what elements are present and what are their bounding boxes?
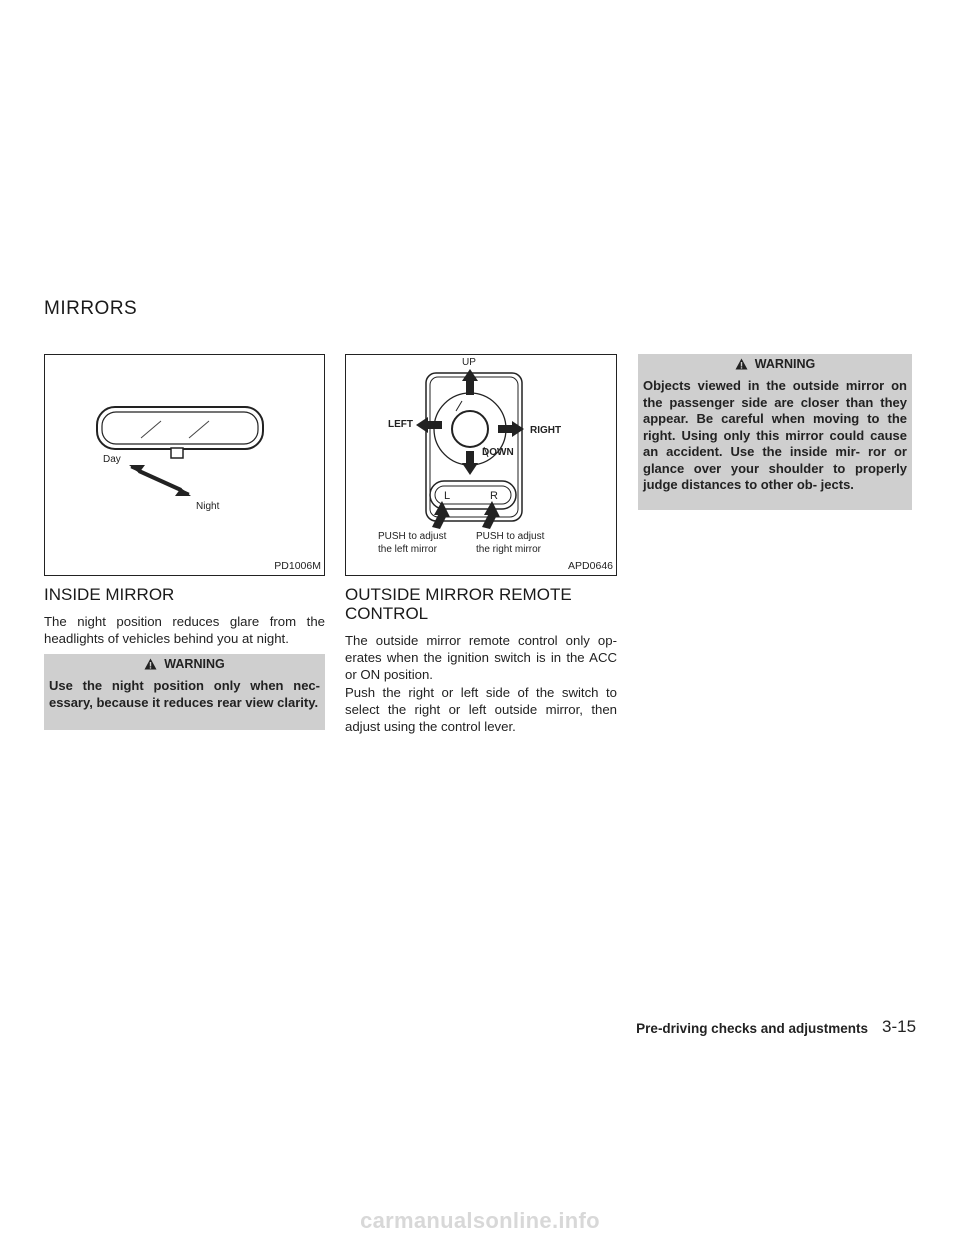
outside-mirror-paragraph2: Push the right or left side of the switch to select the right or left outside mirror, then adjust using the control lever. — [345, 685, 617, 734]
label-up: UP — [462, 357, 476, 368]
figure-code: PD1006M — [274, 560, 321, 572]
warning-triangle-icon — [144, 658, 157, 670]
warning-title: WARNING — [164, 657, 225, 671]
heading-line1: OUTSIDE MIRROR REMOTE — [345, 585, 572, 604]
push-left-line2: the left mirror — [378, 544, 437, 555]
label-day: Day — [103, 454, 121, 465]
label-l: L — [444, 490, 451, 502]
label-down: DOWN — [482, 447, 514, 458]
push-right-line1: PUSH to adjust — [476, 531, 545, 542]
label-r: R — [490, 490, 498, 502]
push-left-line1: PUSH to adjust — [378, 531, 447, 542]
outside-mirror-paragraph1: The outside mirror remote control only op- erates when the ignition switch is in the ACC or ON position. — [345, 633, 617, 682]
warning-text: Use the night position only when nec- essary, because it reduces rear view clarity. — [49, 678, 320, 710]
inside-mirror-heading: INSIDE MIRROR — [44, 585, 175, 604]
outside-mirror-warning — [638, 354, 912, 510]
inside-mirror-figure — [44, 354, 325, 576]
outside-mirror-switch-illustration — [346, 355, 616, 575]
warning-text: Objects viewed in the outside mirror on the passenger side are closer than they appear. Be careful when moving to the right. Using only this mirror could cause an accident. Use the inside mir- ror or glance over your shoulder to properly judge distances to other ob- jects. — [643, 378, 907, 492]
footer-chapter-label: Pre-driving checks and adjustments — [636, 1021, 868, 1036]
warning-title: WARNING — [754, 357, 816, 371]
section-title: MIRRORS — [44, 298, 138, 319]
warning-triangle-icon — [735, 358, 748, 370]
inside-mirror-illustration — [45, 355, 324, 575]
outside-mirror-figure — [345, 354, 617, 576]
heading-line2: CONTROL — [345, 604, 429, 623]
figure-code: APD0646 — [568, 560, 613, 572]
label-right: RIGHT — [530, 425, 562, 436]
outside-mirror-heading — [345, 585, 617, 623]
inside-mirror-body: The night position reduces glare from the headlights of vehicles behind you at night. — [44, 614, 325, 646]
label-night: Night — [196, 501, 220, 512]
label-left: LEFT — [388, 419, 413, 430]
watermark: carmanualsonline.info — [360, 1208, 600, 1233]
inside-mirror-warning — [44, 654, 325, 730]
push-right-line2: the right mirror — [476, 544, 542, 555]
page-number: 3-15 — [882, 1017, 917, 1036]
